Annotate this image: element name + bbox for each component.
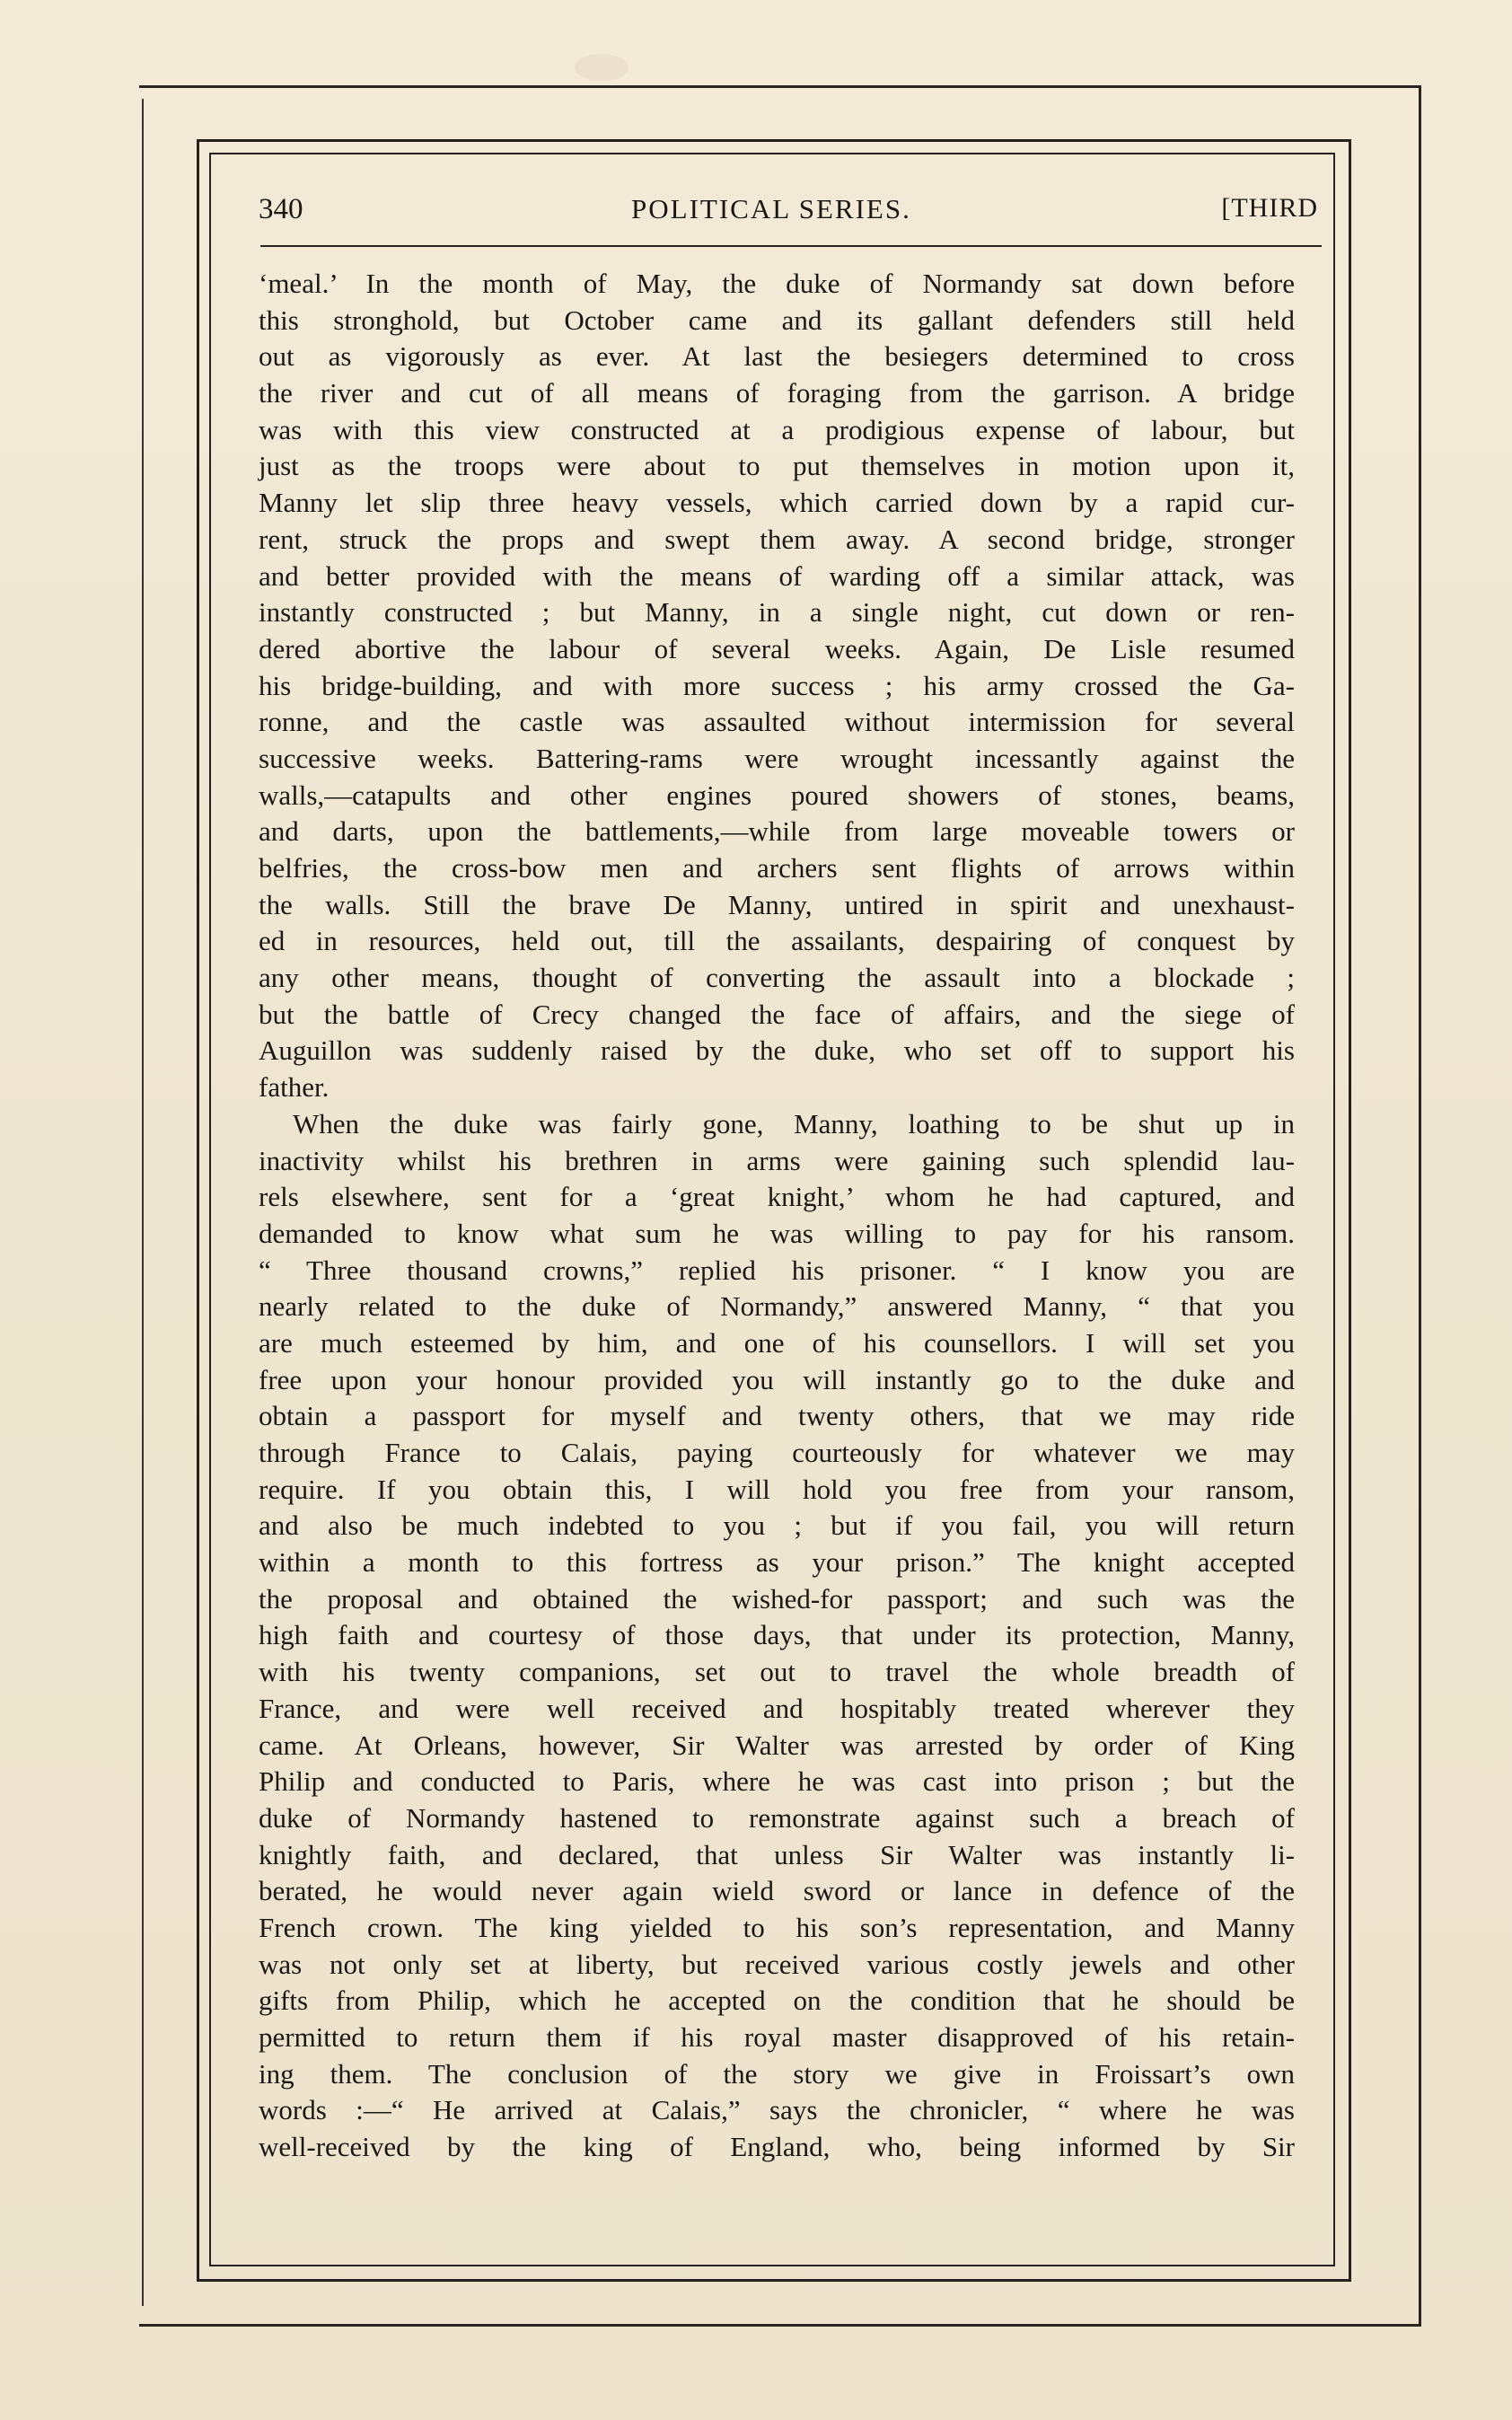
text-line: and better provided with the means of warding off a similar attack, was: [259, 559, 1295, 592]
text-line: obtain a passport for myself and twenty others, that we may ride: [259, 1400, 1295, 1432]
text-line: this stronghold, but October came and its gallant defenders still held: [259, 304, 1295, 336]
body-text: [259, 266, 1295, 2166]
text-line: father.: [259, 1071, 330, 1104]
text-line: well-received by the king of England, who, being informed by Sir: [259, 2131, 1295, 2163]
text-line: within a month to this fortress as your prison.” The knight accepted: [259, 1546, 1295, 1579]
text-line: ed in resources, held out, till the assailants, despairing of conquest by: [259, 925, 1295, 957]
text-line: and also be much indebted to you ; but if you fail, you will return: [259, 1509, 1295, 1542]
text-line: Manny let slip three heavy vessels, which carried down by a rapid cur-: [259, 487, 1295, 519]
text-line: high faith and courtesy of those days, that under its protection, Manny,: [259, 1619, 1295, 1651]
text-line: and darts, upon the battlements,—while from large moveable towers or: [259, 815, 1295, 848]
text-line: successive weeks. Battering-rams were wrought incessantly against the: [259, 742, 1295, 774]
text-line: belfries, the cross-bow men and archers sent flights of arrows within: [259, 852, 1295, 884]
text-line: knightly faith, and declared, that unless Sir Walter was instantly li-: [259, 1838, 1295, 1870]
text-line: just as the troops were about to put themselves in motion upon it,: [259, 450, 1295, 482]
text-line: inactivity whilst his brethren in arms were gaining such splendid lau-: [259, 1144, 1295, 1176]
text-line: France, and were well received and hospitably treated wherever they: [259, 1692, 1295, 1724]
running-head-rule: [260, 245, 1322, 247]
text-line: his bridge-building, and with more success ; his army crossed the Ga-: [259, 669, 1295, 701]
text-line: came. At Orleans, however, Sir Walter was arrested by order of King: [259, 1729, 1295, 1761]
text-line: walls,—catapults and other engines poured showers of stones, beams,: [259, 779, 1295, 811]
text-line: When the duke was fairly gone, Manny, loathing to be shut up in: [293, 1107, 1295, 1140]
text-line: nearly related to the duke of Normandy,” answered Manny, “ that you: [259, 1290, 1295, 1323]
text-line: but the battle of Crecy changed the face of affairs, and the siege of: [259, 998, 1295, 1030]
text-line: permitted to return them if his royal master disapproved of his retain-: [259, 2021, 1295, 2053]
text-line: out as vigorously as ever. At last the besiegers determined to cross: [259, 340, 1295, 373]
outer-plate-frame-left-edge: [142, 99, 144, 2306]
text-line: any other means, thought of converting the assault into a blockade ;: [259, 962, 1295, 994]
text-line: the river and cut of all means of foraging from the garrison. A bridge: [259, 377, 1295, 409]
text-line: Auguillon was suddenly raised by the duke, who set off to support his: [259, 1034, 1295, 1067]
text-line: “ Three thousand crowns,” replied his prisoner. “ I know you are: [259, 1254, 1295, 1286]
text-line: instantly constructed ; but Manny, in a single night, cut down or ren-: [259, 596, 1295, 629]
text-line: are much esteemed by him, and one of his counsellors. I will set you: [259, 1326, 1295, 1359]
running-head: [259, 193, 1318, 247]
text-line: berated, he would never again wield sword or lance in defence of the: [259, 1875, 1295, 1907]
paper-stain: [575, 54, 629, 81]
text-line: the walls. Still the brave De Manny, untired in spirit and unexhaust-: [259, 888, 1295, 920]
text-line: rent, struck the props and swept them away. A second bridge, stronger: [259, 523, 1295, 555]
text-line: demanded to know what sum he was willing to pay for his ransom.: [259, 1217, 1295, 1249]
text-line: require. If you obtain this, I will hold you free from your ransom,: [259, 1473, 1295, 1505]
text-line: with his twenty companions, set out to travel the whole breadth of: [259, 1656, 1295, 1688]
text-line: ing them. The conclusion of the story we give in Froissart’s own: [259, 2057, 1295, 2090]
section-mark: [THIRD: [1221, 193, 1318, 223]
text-line: ‘meal.’ In the month of May, the duke of Normandy sat down before: [259, 268, 1295, 299]
text-line: free upon your honour provided you will instantly go to the duke and: [259, 1363, 1295, 1395]
text-line: duke of Normandy hastened to remonstrate against such a breach of: [259, 1801, 1295, 1834]
series-title: POLITICAL SERIES.: [631, 193, 911, 224]
text-line: words :—“ He arrived at Calais,” says the chronicler, “ where he was: [259, 2094, 1295, 2126]
text-line: through France to Calais, paying courteously for whatever we may: [259, 1437, 1295, 1468]
text-line: Philip and conducted to Paris, where he was cast into prison ; but the: [259, 1765, 1295, 1798]
text-line: rels elsewhere, sent for a ‘great knight,’ whom he had captured, and: [259, 1181, 1295, 1213]
text-line: ronne, and the castle was assaulted without intermission for several: [259, 706, 1295, 738]
page-number: 340: [259, 193, 303, 225]
text-line: the proposal and obtained the wished-for passport; and such was the: [259, 1582, 1295, 1615]
text-line: gifts from Philip, which he accepted on the condition that he should be: [259, 1984, 1295, 2017]
text-line: was with this view constructed at a prodigious expense of labour, but: [259, 413, 1295, 445]
text-line: French crown. The king yielded to his son’s representation, and Manny: [259, 1911, 1295, 1943]
text-line: was not only set at liberty, but received various costly jewels and other: [259, 1948, 1295, 1980]
text-line: dered abortive the labour of several weeks. Again, De Lisle resumed: [259, 632, 1295, 664]
